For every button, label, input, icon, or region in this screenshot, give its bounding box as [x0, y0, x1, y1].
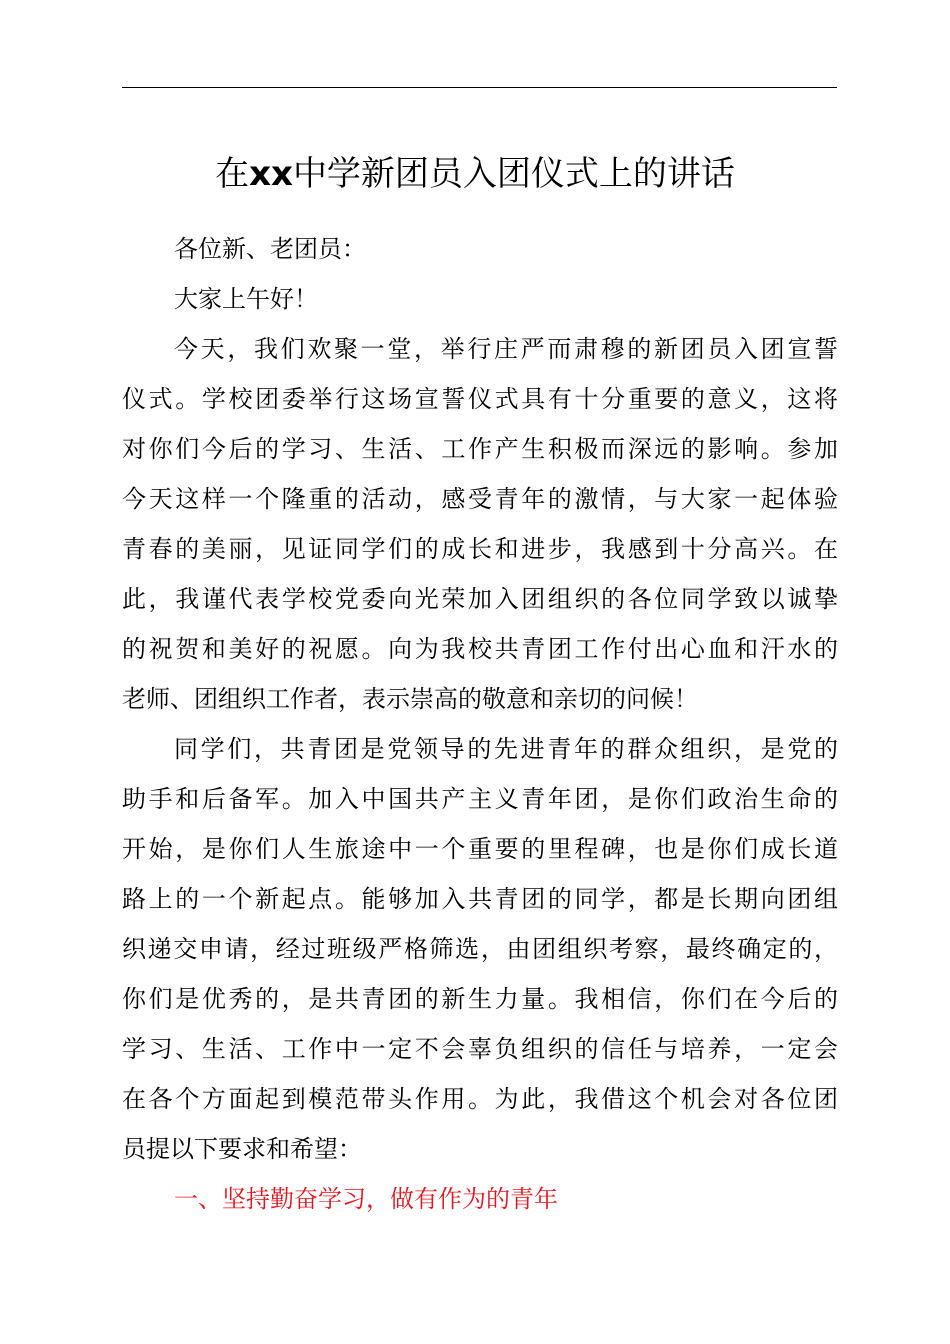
salutation: 各位新、老团员：: [174, 235, 366, 263]
paragraph-line: 仪式。学校团委举行这场宣誓仪式具有十分重要的意义，这将: [122, 385, 838, 413]
paragraph-line: 的祝贺和美好的祝愿。向为我校共青团工作付出心血和汗水的: [122, 635, 838, 663]
paragraph-line: 今天，我们欢聚一堂，举行庄严而肃穆的新团员入团宣誓: [174, 335, 838, 363]
paragraph-line: 今天这样一个隆重的活动，感受青年的激情，与大家一起体验: [122, 485, 838, 513]
paragraph-line: 助手和后备军。加入中国共产主义青年团，是你们政治生命的: [122, 785, 838, 813]
paragraph-line: 同学们，共青团是党领导的先进青年的群众组织，是党的: [174, 735, 838, 763]
paragraph-line: 此，我谨代表学校党委向光荣加入团组织的各位同学致以诚挚: [122, 585, 838, 613]
paragraph-2: [122, 724, 838, 1174]
paragraph-line: 老师、团组织工作者，表示崇高的敬意和亲切的问候！: [122, 685, 698, 713]
section-heading: 一、坚持勤奋学习，做有作为的青年: [174, 1185, 558, 1213]
title-prefix: 在: [215, 154, 250, 194]
paragraph-line: 织递交申请，经过班级严格筛选，由团组织考察，最终确定的，: [122, 935, 838, 963]
paragraph-line: 青春的美丽，见证同学们的成长和进步，我感到十分高兴。在: [122, 535, 838, 563]
paragraph-line: 对你们今后的学习、生活、工作产生积极而深远的影响。参加: [122, 435, 838, 463]
paragraph-line: 你们是优秀的，是共青团的新生力量。我相信，你们在今后的: [122, 985, 838, 1013]
paragraph-line: 学习、生活、工作中一定不会辜负组织的信任与培养，一定会: [122, 1035, 838, 1063]
title-suffix: 中学新团员入团仪式上的讲话: [292, 154, 735, 194]
paragraph-line: 在各个方面起到模范带头作用。为此，我借这个机会对各位团: [122, 1085, 838, 1113]
paragraph-line: 开始，是你们人生旅途中一个重要的里程碑，也是你们成长道: [122, 835, 838, 863]
paragraph-1: [122, 324, 838, 724]
paragraph-line: 员提以下要求和希望：: [122, 1135, 362, 1163]
paragraph-line: 路上的一个新起点。能够加入共青团的同学，都是长期向团组: [122, 885, 838, 913]
document-body: [122, 224, 838, 1224]
header-rule: [122, 87, 837, 88]
document-title: [0, 148, 950, 200]
greeting: 大家上午好！: [174, 285, 318, 313]
title-latin: xx: [249, 154, 293, 194]
